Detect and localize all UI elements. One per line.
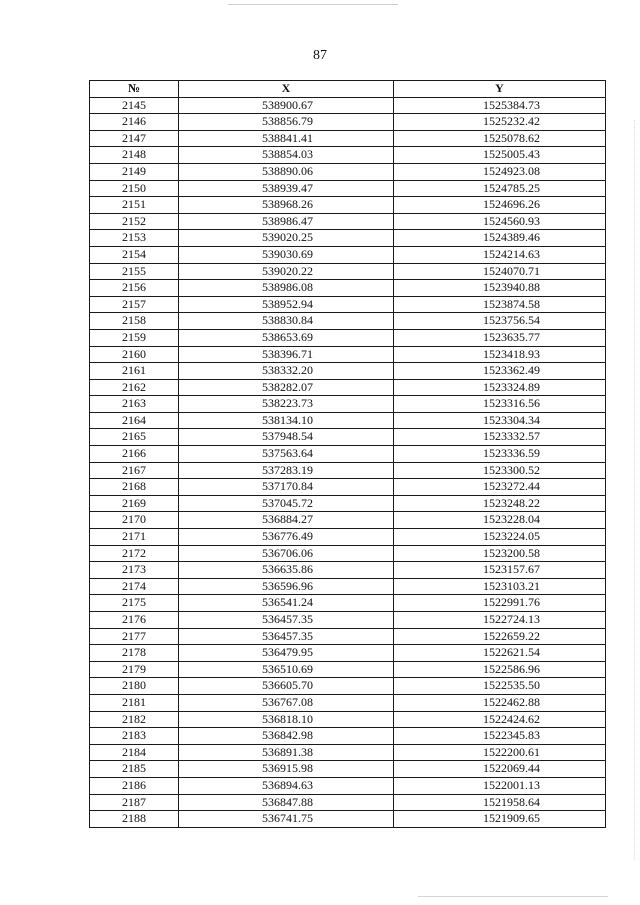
y-coordinate-cell: 1525078.62	[394, 130, 606, 147]
table-header	[90, 81, 606, 98]
table-row	[90, 612, 606, 629]
x-coordinate-cell: 538856.79	[179, 114, 394, 131]
y-coordinate-cell: 1523224.05	[394, 529, 606, 546]
x-coordinate-cell: 538332.20	[179, 363, 394, 380]
point-number-cell: 2155	[90, 263, 179, 280]
x-coordinate-cell: 536891.38	[179, 744, 394, 761]
point-number-cell: 2166	[90, 446, 179, 463]
point-number-cell: 2174	[90, 578, 179, 595]
point-number-cell: 2179	[90, 661, 179, 678]
table-row	[90, 114, 606, 131]
point-number-cell: 2183	[90, 728, 179, 745]
x-coordinate-cell: 537948.54	[179, 429, 394, 446]
table-row	[90, 628, 606, 645]
y-coordinate-cell: 1523157.67	[394, 562, 606, 579]
x-coordinate-cell: 537170.84	[179, 479, 394, 496]
y-coordinate-cell: 1523248.22	[394, 495, 606, 512]
table-row	[90, 562, 606, 579]
table-row	[90, 462, 606, 479]
table-row	[90, 163, 606, 180]
y-coordinate-cell: 1522424.62	[394, 711, 606, 728]
point-number-cell: 2152	[90, 213, 179, 230]
point-number-cell: 2147	[90, 130, 179, 147]
point-number-cell: 2188	[90, 811, 179, 828]
table-row	[90, 197, 606, 214]
page-number: 87	[313, 48, 327, 63]
header-x: X	[179, 81, 394, 98]
y-coordinate-cell: 1522621.54	[394, 645, 606, 662]
point-number-cell: 2160	[90, 346, 179, 363]
point-number-cell: 2165	[90, 429, 179, 446]
table-row	[90, 97, 606, 114]
table-row	[90, 363, 606, 380]
table-row	[90, 512, 606, 529]
table-row	[90, 329, 606, 346]
table-header-row	[90, 81, 606, 98]
table-row	[90, 578, 606, 595]
table-body	[90, 97, 606, 827]
x-coordinate-cell: 536635.86	[179, 562, 394, 579]
table-row	[90, 412, 606, 429]
y-coordinate-cell: 1524070.71	[394, 263, 606, 280]
point-number-cell: 2158	[90, 313, 179, 330]
x-coordinate-cell: 539020.25	[179, 230, 394, 247]
x-coordinate-cell: 536767.08	[179, 694, 394, 711]
x-coordinate-cell: 536510.69	[179, 661, 394, 678]
y-coordinate-cell: 1523228.04	[394, 512, 606, 529]
y-coordinate-cell: 1523874.58	[394, 296, 606, 313]
table-row	[90, 130, 606, 147]
point-number-cell: 2187	[90, 794, 179, 811]
point-number-cell: 2169	[90, 495, 179, 512]
point-number-cell: 2162	[90, 379, 179, 396]
y-coordinate-cell: 1523200.58	[394, 545, 606, 562]
x-coordinate-cell: 538854.03	[179, 147, 394, 164]
table-row	[90, 595, 606, 612]
point-number-cell: 2149	[90, 163, 179, 180]
point-number-cell: 2159	[90, 329, 179, 346]
y-coordinate-cell: 1523362.49	[394, 363, 606, 380]
table-row	[90, 811, 606, 828]
x-coordinate-cell: 538282.07	[179, 379, 394, 396]
x-coordinate-cell: 536605.70	[179, 678, 394, 695]
y-coordinate-cell: 1525232.42	[394, 114, 606, 131]
x-coordinate-cell: 537283.19	[179, 462, 394, 479]
point-number-cell: 2145	[90, 97, 179, 114]
point-number-cell: 2176	[90, 612, 179, 629]
table-row	[90, 296, 606, 313]
header-number: №	[90, 81, 179, 98]
x-coordinate-cell: 536894.63	[179, 777, 394, 794]
x-coordinate-cell: 536457.35	[179, 628, 394, 645]
point-number-cell: 2180	[90, 678, 179, 695]
x-coordinate-cell: 539020.22	[179, 263, 394, 280]
x-coordinate-cell: 536915.98	[179, 761, 394, 778]
table-row	[90, 379, 606, 396]
y-coordinate-cell: 1524696.26	[394, 197, 606, 214]
x-coordinate-cell: 537563.64	[179, 446, 394, 463]
scan-artifact-top	[228, 4, 398, 5]
point-number-cell: 2168	[90, 479, 179, 496]
y-coordinate-cell: 1522724.13	[394, 612, 606, 629]
x-coordinate-cell: 538968.26	[179, 197, 394, 214]
point-number-cell: 2154	[90, 246, 179, 263]
table-row	[90, 180, 606, 197]
table-row	[90, 246, 606, 263]
table-row	[90, 280, 606, 297]
point-number-cell: 2170	[90, 512, 179, 529]
y-coordinate-cell: 1521909.65	[394, 811, 606, 828]
x-coordinate-cell: 536776.49	[179, 529, 394, 546]
table-row	[90, 694, 606, 711]
y-coordinate-cell: 1522001.13	[394, 777, 606, 794]
x-coordinate-cell: 538223.73	[179, 396, 394, 413]
point-number-cell: 2161	[90, 363, 179, 380]
scan-artifact-bottom	[418, 896, 608, 897]
y-coordinate-cell: 1522535.50	[394, 678, 606, 695]
table-row	[90, 429, 606, 446]
y-coordinate-cell: 1523756.54	[394, 313, 606, 330]
y-coordinate-cell: 1523324.89	[394, 379, 606, 396]
x-coordinate-cell: 536706.06	[179, 545, 394, 562]
point-number-cell: 2184	[90, 744, 179, 761]
x-coordinate-cell: 536818.10	[179, 711, 394, 728]
y-coordinate-cell: 1524923.08	[394, 163, 606, 180]
coordinates-table	[89, 80, 606, 828]
y-coordinate-cell: 1523940.88	[394, 280, 606, 297]
y-coordinate-cell: 1522991.76	[394, 595, 606, 612]
y-coordinate-cell: 1523336.59	[394, 446, 606, 463]
table-row	[90, 529, 606, 546]
x-coordinate-cell: 538986.08	[179, 280, 394, 297]
y-coordinate-cell: 1523332.57	[394, 429, 606, 446]
table-row	[90, 678, 606, 695]
scan-artifact-edge	[634, 120, 635, 860]
point-number-cell: 2163	[90, 396, 179, 413]
header-y: Y	[394, 81, 606, 98]
point-number-cell: 2167	[90, 462, 179, 479]
table-row	[90, 396, 606, 413]
table-row	[90, 761, 606, 778]
point-number-cell: 2173	[90, 562, 179, 579]
table-row	[90, 728, 606, 745]
y-coordinate-cell: 1521958.64	[394, 794, 606, 811]
y-coordinate-cell: 1524785.25	[394, 180, 606, 197]
point-number-cell: 2150	[90, 180, 179, 197]
x-coordinate-cell: 537045.72	[179, 495, 394, 512]
point-number-cell: 2153	[90, 230, 179, 247]
y-coordinate-cell: 1522462.88	[394, 694, 606, 711]
x-coordinate-cell: 538841.41	[179, 130, 394, 147]
point-number-cell: 2185	[90, 761, 179, 778]
point-number-cell: 2172	[90, 545, 179, 562]
x-coordinate-cell: 538653.69	[179, 329, 394, 346]
table-row	[90, 313, 606, 330]
y-coordinate-cell: 1523635.77	[394, 329, 606, 346]
table-row	[90, 346, 606, 363]
table-row	[90, 794, 606, 811]
table-row	[90, 645, 606, 662]
y-coordinate-cell: 1525384.73	[394, 97, 606, 114]
table-row	[90, 213, 606, 230]
table-row	[90, 263, 606, 280]
table-row	[90, 230, 606, 247]
point-number-cell: 2181	[90, 694, 179, 711]
table-row	[90, 777, 606, 794]
point-number-cell: 2186	[90, 777, 179, 794]
x-coordinate-cell: 538986.47	[179, 213, 394, 230]
x-coordinate-cell: 539030.69	[179, 246, 394, 263]
x-coordinate-cell: 538830.84	[179, 313, 394, 330]
x-coordinate-cell: 536541.24	[179, 595, 394, 612]
y-coordinate-cell: 1523300.52	[394, 462, 606, 479]
y-coordinate-cell: 1523103.21	[394, 578, 606, 595]
y-coordinate-cell: 1523316.56	[394, 396, 606, 413]
point-number-cell: 2175	[90, 595, 179, 612]
y-coordinate-cell: 1522659.22	[394, 628, 606, 645]
y-coordinate-cell: 1523272.44	[394, 479, 606, 496]
x-coordinate-cell: 538900.67	[179, 97, 394, 114]
table-row	[90, 446, 606, 463]
table-row	[90, 495, 606, 512]
y-coordinate-cell: 1524560.93	[394, 213, 606, 230]
point-number-cell: 2157	[90, 296, 179, 313]
y-coordinate-cell: 1525005.43	[394, 147, 606, 164]
point-number-cell: 2156	[90, 280, 179, 297]
table-row	[90, 711, 606, 728]
x-coordinate-cell: 536457.35	[179, 612, 394, 629]
x-coordinate-cell: 536596.96	[179, 578, 394, 595]
x-coordinate-cell: 536741.75	[179, 811, 394, 828]
x-coordinate-cell: 536847.88	[179, 794, 394, 811]
point-number-cell: 2151	[90, 197, 179, 214]
y-coordinate-cell: 1524389.46	[394, 230, 606, 247]
y-coordinate-cell: 1522069.44	[394, 761, 606, 778]
table-row	[90, 744, 606, 761]
point-number-cell: 2171	[90, 529, 179, 546]
x-coordinate-cell: 538939.47	[179, 180, 394, 197]
y-coordinate-cell: 1523304.34	[394, 412, 606, 429]
table-row	[90, 545, 606, 562]
y-coordinate-cell: 1522586.96	[394, 661, 606, 678]
x-coordinate-cell: 538134.10	[179, 412, 394, 429]
table-row	[90, 661, 606, 678]
y-coordinate-cell: 1524214.63	[394, 246, 606, 263]
point-number-cell: 2146	[90, 114, 179, 131]
x-coordinate-cell: 538952.94	[179, 296, 394, 313]
point-number-cell: 2178	[90, 645, 179, 662]
x-coordinate-cell: 536842.98	[179, 728, 394, 745]
point-number-cell: 2182	[90, 711, 179, 728]
x-coordinate-cell: 536884.27	[179, 512, 394, 529]
y-coordinate-cell: 1522200.61	[394, 744, 606, 761]
point-number-cell: 2164	[90, 412, 179, 429]
point-number-cell: 2177	[90, 628, 179, 645]
x-coordinate-cell: 536479.95	[179, 645, 394, 662]
table-row	[90, 147, 606, 164]
point-number-cell: 2148	[90, 147, 179, 164]
table-row	[90, 479, 606, 496]
y-coordinate-cell: 1523418.93	[394, 346, 606, 363]
y-coordinate-cell: 1522345.83	[394, 728, 606, 745]
x-coordinate-cell: 538890.06	[179, 163, 394, 180]
x-coordinate-cell: 538396.71	[179, 346, 394, 363]
